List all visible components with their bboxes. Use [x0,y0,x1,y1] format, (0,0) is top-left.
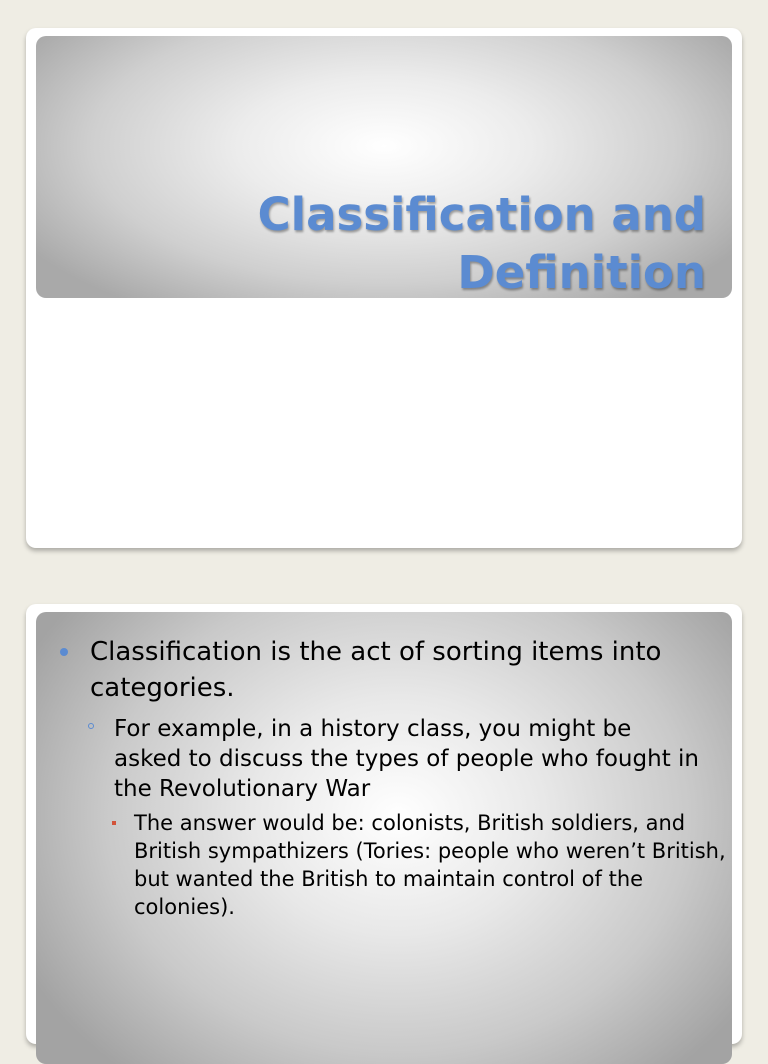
title-line-1: Classification and [257,188,706,241]
bullet-level-1: Classification is the act of sorting items into categories. [90,637,662,703]
slide-title [258,186,706,302]
content-panel [36,612,732,1064]
bullet-level-3: The answer would be: colonists, British soldiers, and British sympathizers (Tories: people who weren’t British, but wanted the British to maintain control of the colonies). [134,811,726,919]
bullet-dot-icon [60,648,68,656]
slide-2 [26,604,742,1044]
title-line-2: Definition [457,246,706,299]
bullet-square-icon [112,821,116,825]
title-panel [36,36,732,298]
bullet-ring-icon [88,723,94,729]
bullet-level-2: For example, in a history class, you might be asked to discuss the types of people who fought in the Revolutionary War [114,716,699,802]
slide-1 [26,28,742,548]
